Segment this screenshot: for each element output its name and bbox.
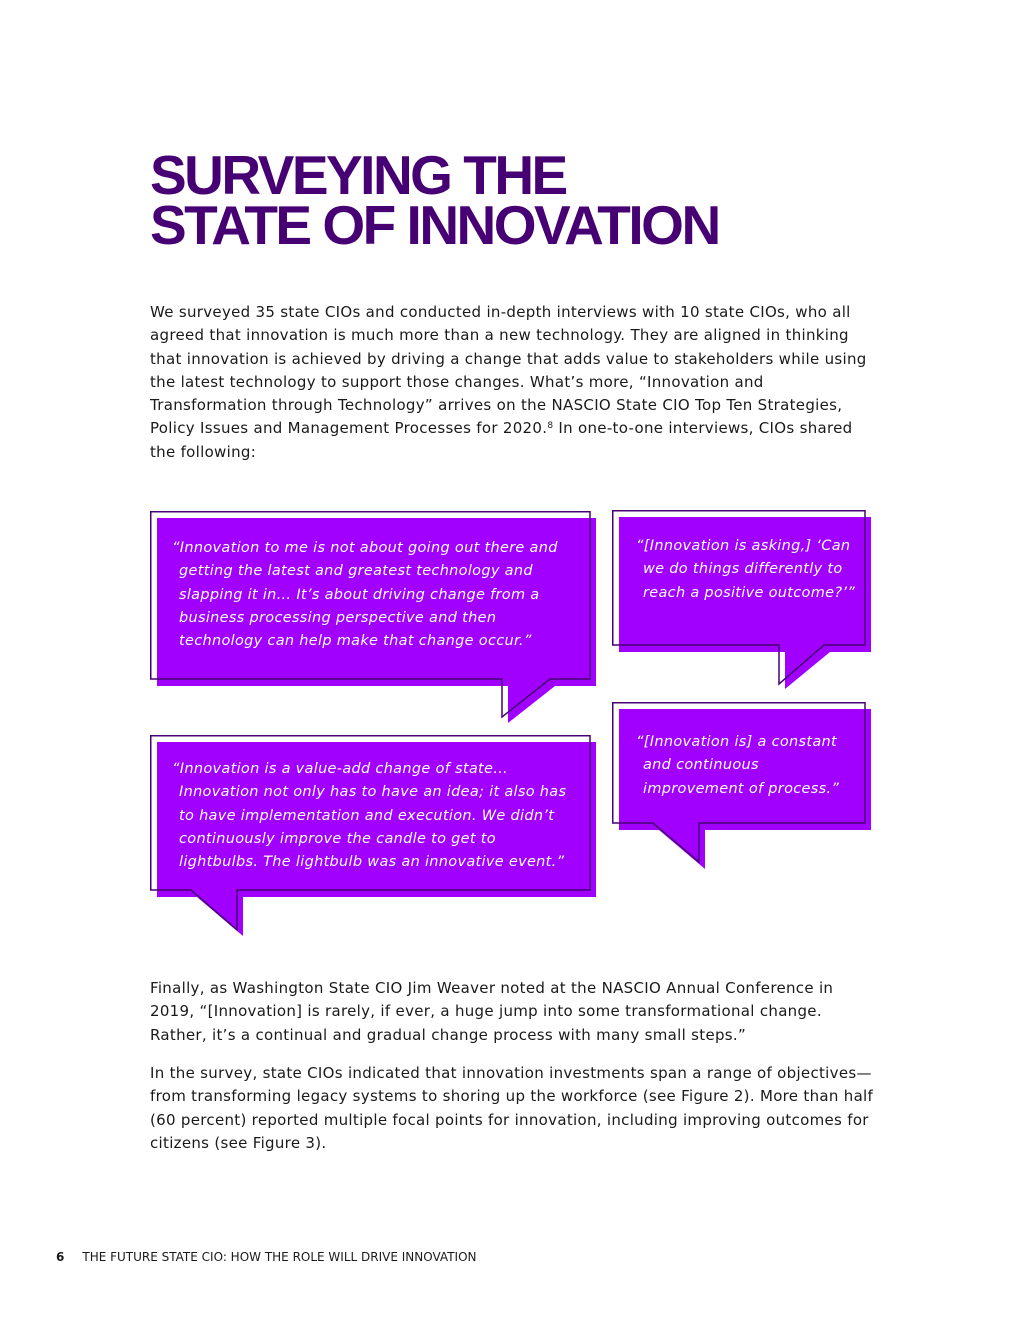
page-number: 6	[56, 1250, 65, 1264]
quote-bubble-4	[150, 735, 600, 937]
quote-text-1: “Innovation to me is not about going out there and getting the latest and greatest technology and slapping it in… It’s about driving change from a business processing perspective and then technology can help make that change occur.”	[172, 540, 558, 650]
quote-bubble-1	[150, 511, 600, 723]
running-title: THE FUTURE STATE CIO: HOW THE ROLE WILL DRIVE INNOVATION	[82, 1250, 477, 1264]
intro-text: We surveyed 35 state CIOs and conducted in-depth interviews with 10 state CIOs, who all agreed that innovation is much more than a new technology. They are aligned in thinking that innovation is achieved by driving a change that adds value to stakeholders while using the latest technology to support those changes. What’s more, “Innovation and Transformation through Technology” arrives on the NASCIO State CIO Top Ten Strategies, Policy Issues and Management Processes for 2020.	[150, 303, 867, 438]
footnote-marker: 8	[547, 421, 554, 432]
quote-text-3: “[Innovation is] a constant and continuous improvement of process.”	[636, 734, 840, 797]
quote-bubble-3	[612, 702, 874, 870]
page-title	[150, 144, 719, 256]
quote-text-2: “[Innovation is asking,] ‘Can we do things differently to reach a positive outcome?’”	[636, 538, 856, 601]
intro-paragraph	[150, 301, 875, 464]
body-paragraph-1: Finally, as Washington State CIO Jim Weaver noted at the NASCIO Annual Conference in 2019, “[Innovation] is rarely, if ever, a huge jump into some transformational change. Rather, it’s a continual and gradual change process with many small steps.”	[150, 979, 834, 1044]
page-footer	[56, 1250, 476, 1264]
body-paragraph-2: In the survey, state CIOs indicated that innovation investments span a range of objectives—from transforming legacy systems to shoring up the workforce (see Figure 2). More than half (60 percent) reported multiple focal points for innovation, including improving outcomes for citizens (see Figure 3).	[150, 1064, 874, 1152]
page-title-line-1: SURVEYING THE	[150, 144, 566, 206]
quote-text-4: “Innovation is a value-add change of state… Innovation not only has to have an idea; it also has to have implementation and execution. We didn’t continuously improve the candle to get to lightbulbs. The lightbulb was an innovative event.”	[172, 761, 567, 871]
quote-bubble-2	[612, 510, 874, 690]
page-title-line-2: STATE OF INNOVATION	[150, 194, 719, 256]
intro-text-continued: In one-to-one interviews, CIOs shared the following:	[150, 419, 853, 461]
